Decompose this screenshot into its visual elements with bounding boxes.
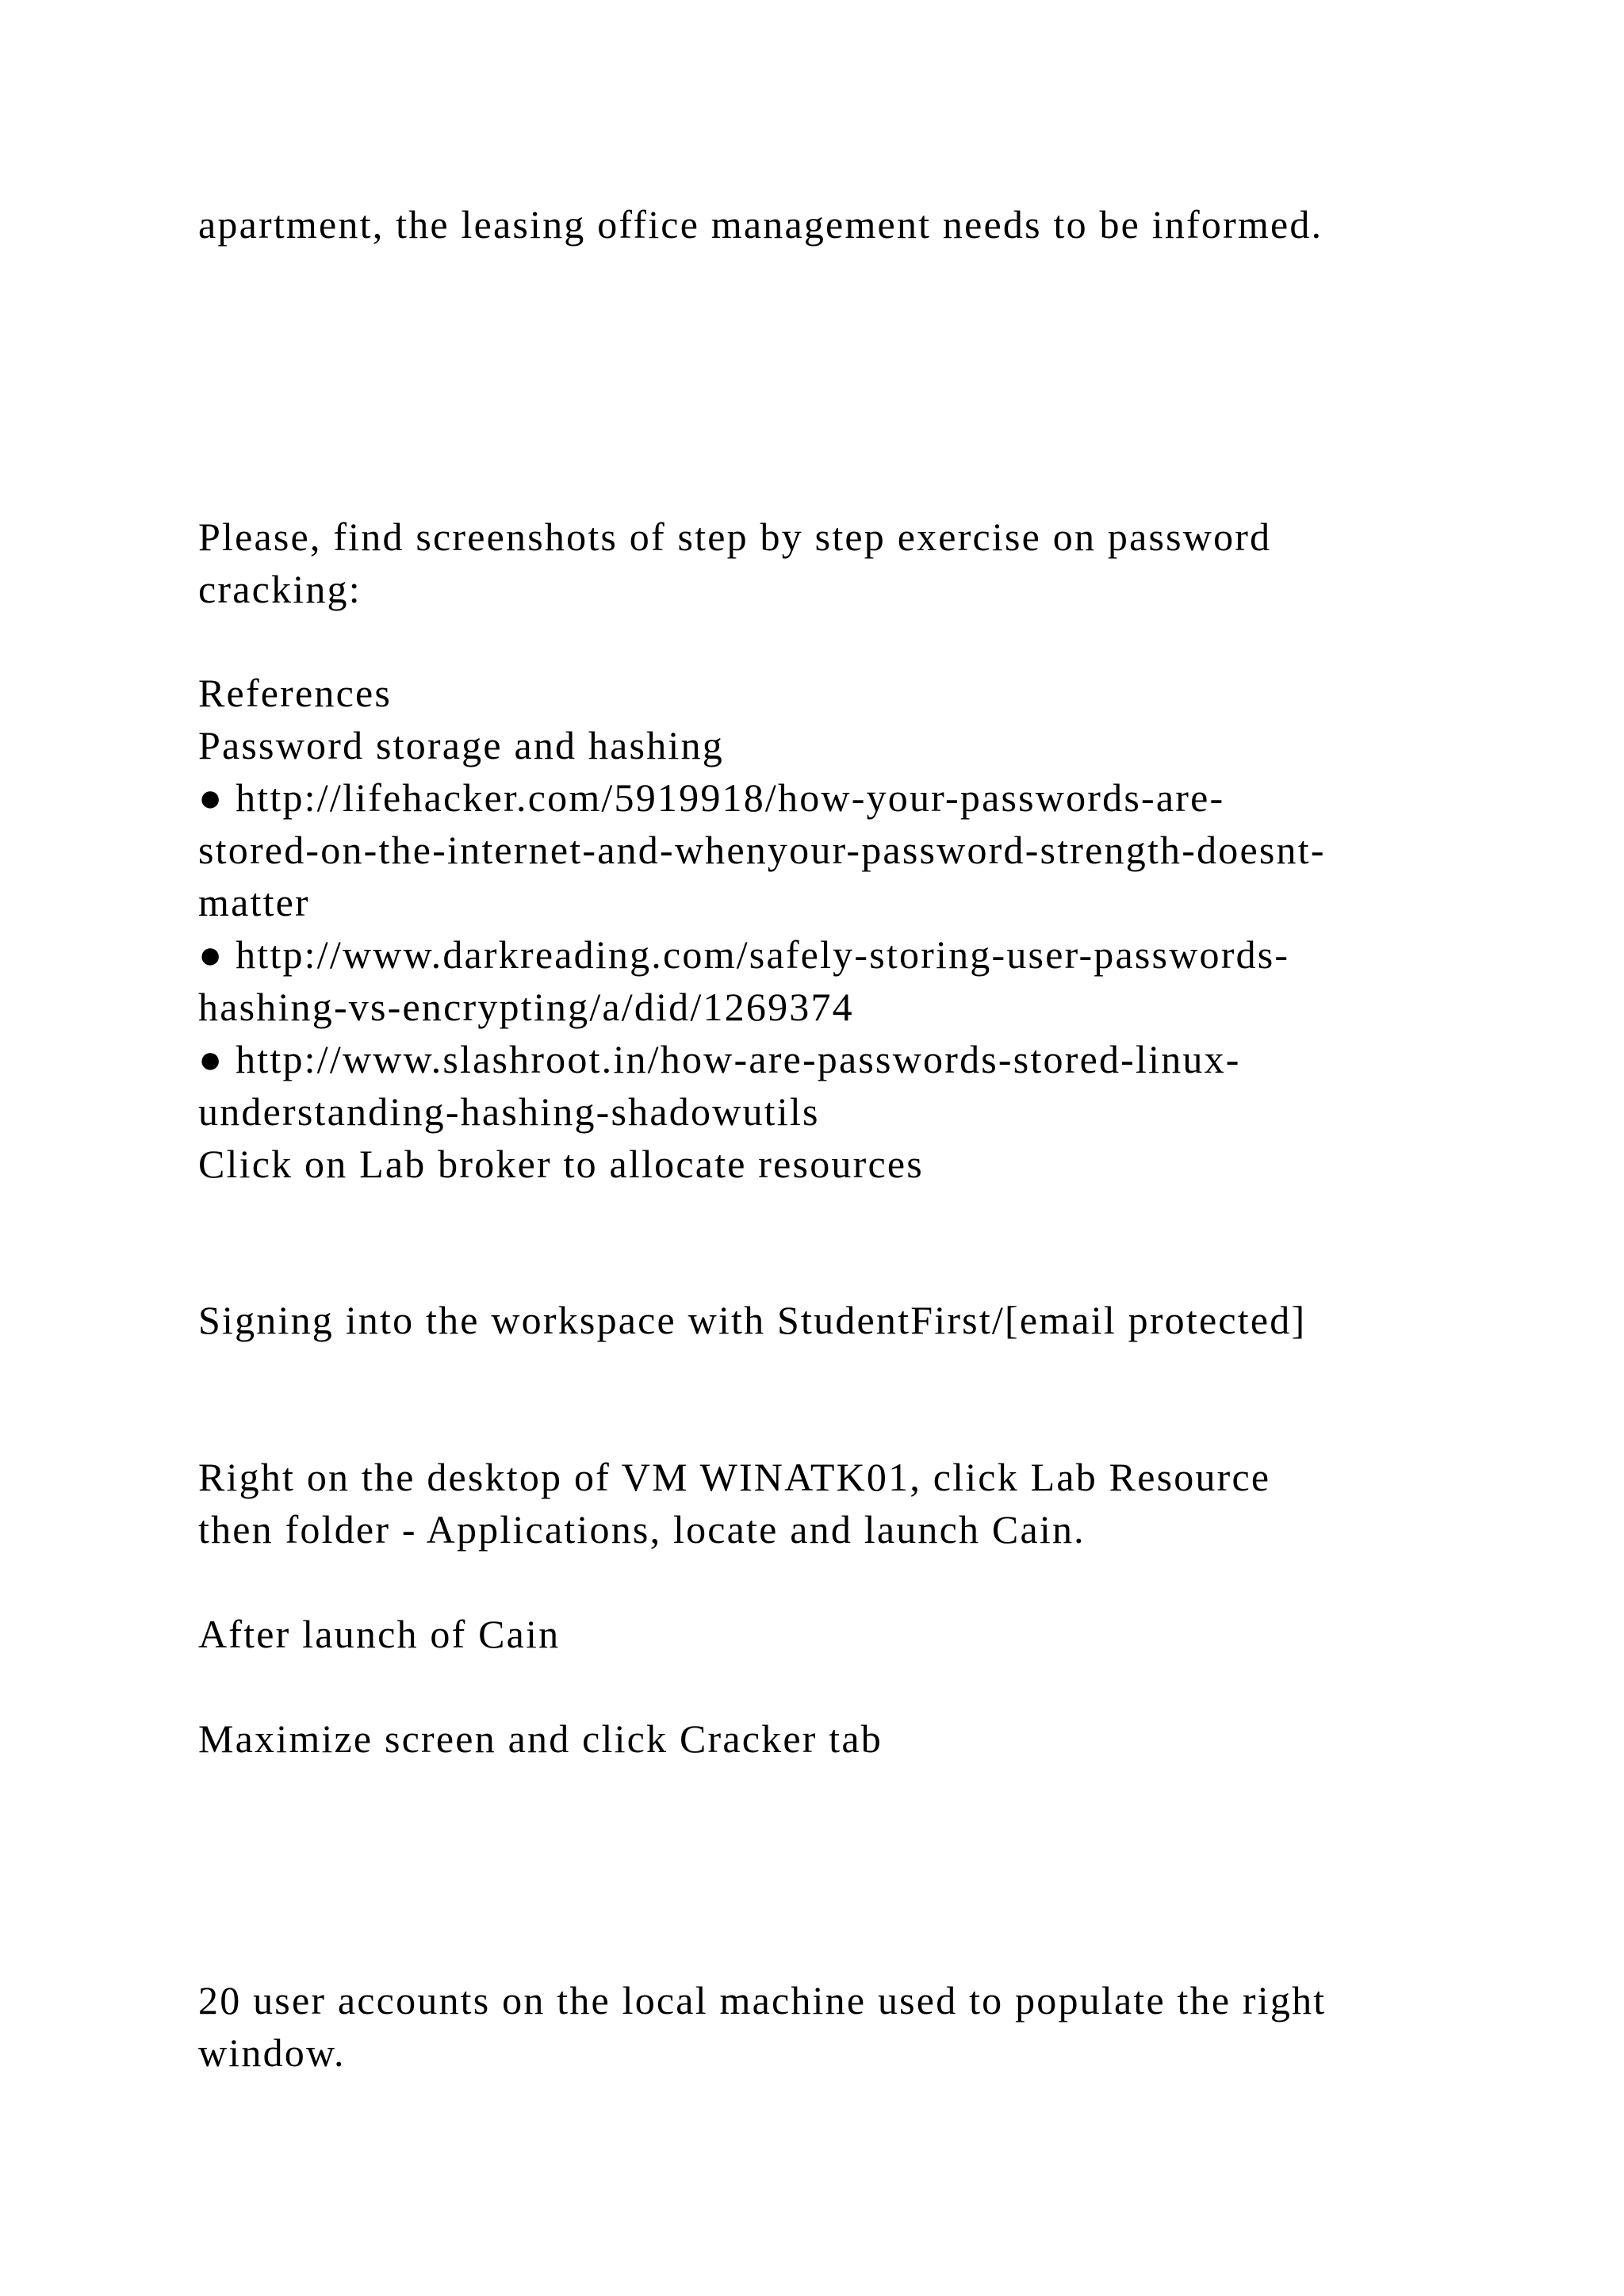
paragraph-line: window. (198, 2030, 346, 2075)
reference-link-2: ● http://www.darkreading.com/safely-storing-user-passwords- (198, 932, 1290, 977)
instruction-line: Right on the desktop of VM WINATK01, click Lab Resource (198, 1455, 1271, 1499)
paragraph-line: Please, find screenshots of step by step exercise on password (198, 515, 1272, 559)
reference-link-1: ● http://lifehacker.com/5919918/how-your-passwords-are- (198, 775, 1225, 820)
reference-link-3-cont: understanding-hashing-shadowutils (198, 1089, 820, 1134)
instruction-line: Click on Lab broker to allocate resources (198, 1142, 924, 1186)
reference-link-1-cont: stored-on-the-internet-and-whenyour-password-strength-doesnt- (198, 828, 1326, 872)
references-heading: References (198, 671, 393, 715)
reference-link-1-cont: matter (198, 880, 310, 924)
instruction-line: After launch of Cain (198, 1612, 561, 1656)
reference-link-2-cont: hashing-vs-encrypting/a/did/1269374 (198, 985, 854, 1029)
instruction-line: Signing into the workspace with StudentFirst/[email protected] (198, 1298, 1307, 1342)
paragraph-line: apartment, the leasing office management needs to be informed. (198, 202, 1323, 247)
reference-link-3: ● http://www.slashroot.in/how-are-passwords-stored-linux- (198, 1037, 1241, 1081)
paragraph-line: cracking: (198, 567, 362, 611)
references-subheading: Password storage and hashing (198, 723, 724, 767)
paragraph-line: 20 user accounts on the local machine used to populate the right (198, 1978, 1327, 2022)
instruction-line: then folder - Applications, locate and launch Cain. (198, 1507, 1086, 1552)
instruction-line: Maximize screen and click Cracker tab (198, 1716, 883, 1761)
